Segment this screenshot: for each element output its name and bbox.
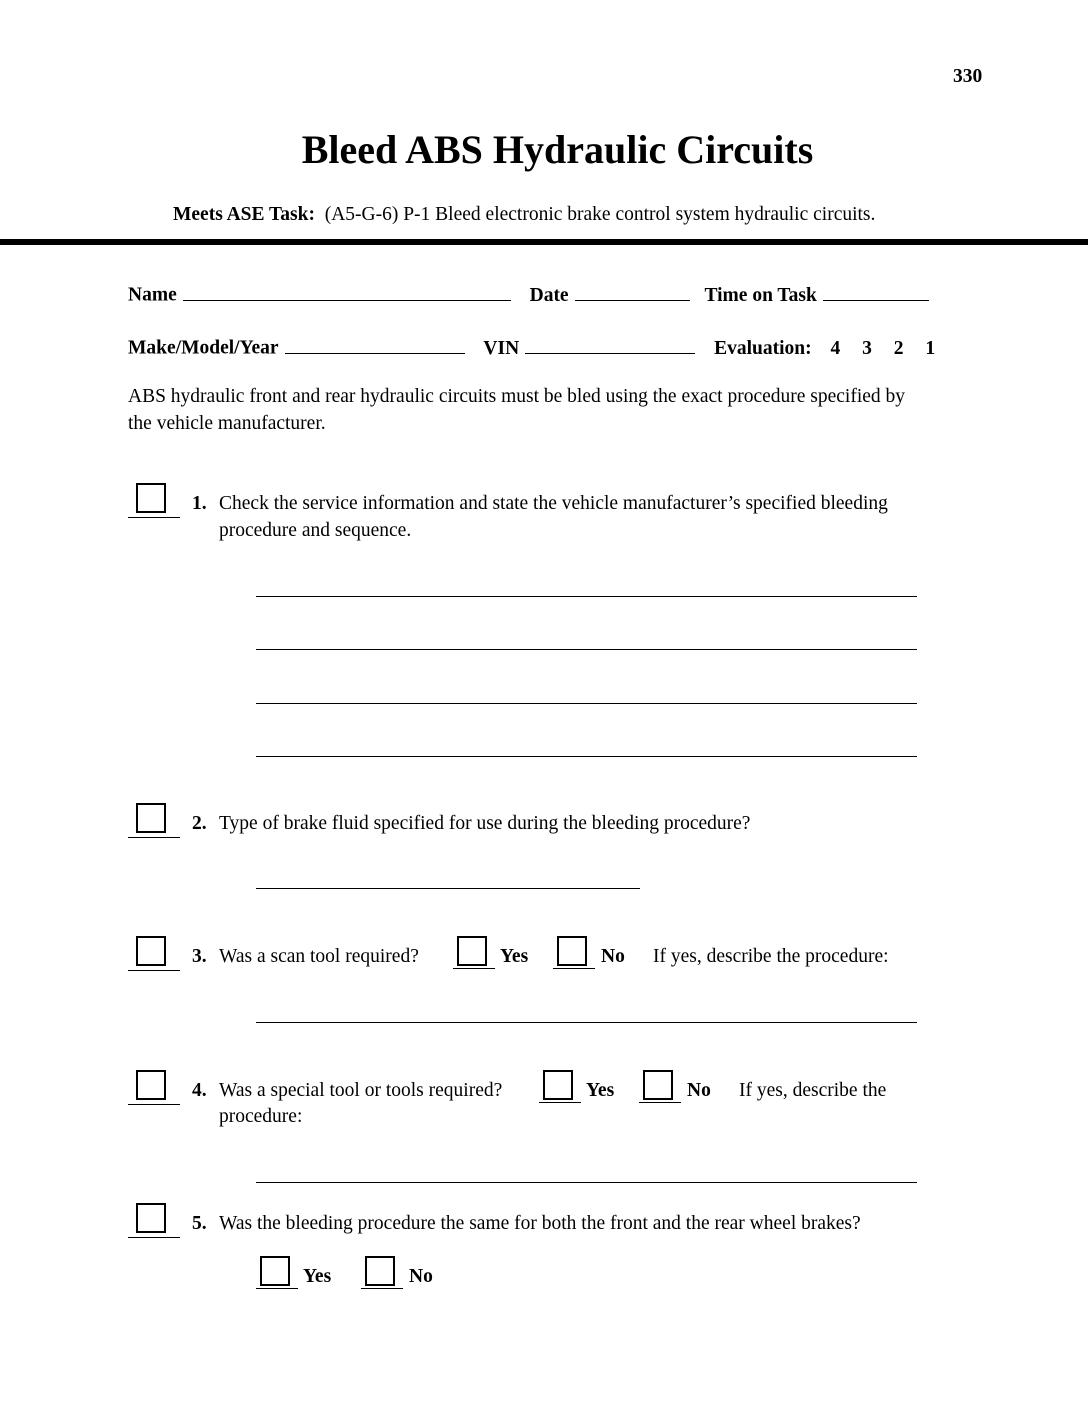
item-1-checkbox[interactable]	[128, 481, 180, 518]
item-4-no-checkbox[interactable]	[639, 1068, 681, 1103]
no-label: No	[601, 946, 625, 967]
answer-line[interactable]	[256, 756, 917, 757]
item-text: Was a special tool or tools required?	[219, 1080, 503, 1101]
vin-label: VIN	[483, 337, 520, 359]
item-text: procedure and sequence.	[219, 520, 412, 541]
page-number: 330	[953, 66, 983, 87]
page-title: Bleed ABS Hydraulic Circuits	[301, 127, 814, 172]
item-3-checkbox[interactable]	[128, 934, 180, 971]
score-3[interactable]: 3	[862, 337, 872, 359]
item-text: Type of brake fluid specified for use during the bleeding procedure?	[219, 813, 751, 834]
no-label: No	[409, 1266, 433, 1287]
yes-label: Yes	[303, 1266, 332, 1287]
answer-line[interactable]	[256, 888, 640, 889]
item-text: Was a scan tool required?	[219, 946, 419, 967]
answer-line[interactable]	[256, 596, 917, 597]
item-5-checkbox[interactable]	[128, 1201, 180, 1238]
item-4-checkbox[interactable]	[128, 1068, 180, 1105]
item-number: 5.	[192, 1213, 207, 1234]
name-label: Name	[128, 284, 177, 306]
item-4-yes-checkbox[interactable]	[539, 1068, 581, 1103]
ase-text: (A5-G-6) P-1 Bleed electronic brake control system hydraulic circuits.	[324, 204, 876, 225]
item-number: 1.	[192, 493, 207, 514]
answer-line[interactable]	[256, 1182, 917, 1183]
name-row	[128, 280, 929, 307]
time-field[interactable]	[823, 280, 929, 301]
date-label: Date	[529, 284, 569, 306]
ase-task	[173, 204, 875, 226]
item-number: 2.	[192, 813, 207, 834]
item-text: If yes, describe the	[739, 1080, 887, 1101]
item-text: procedure:	[219, 1106, 303, 1127]
item-text: Check the service information and state the vehicle manufacturer’s specified bleeding	[219, 493, 888, 514]
vin-field[interactable]	[525, 333, 695, 354]
divider	[0, 239, 1088, 245]
yes-label: Yes	[586, 1080, 615, 1101]
answer-line[interactable]	[256, 649, 917, 650]
item-number: 3.	[192, 946, 207, 967]
name-field[interactable]	[183, 280, 511, 301]
yes-label: Yes	[500, 946, 529, 967]
vehicle-row	[128, 333, 935, 360]
item-text: Was the bleeding procedure the same for both the front and the rear wheel brakes?	[219, 1213, 861, 1234]
date-field[interactable]	[575, 280, 690, 301]
item-5-yes-checkbox[interactable]	[256, 1254, 298, 1289]
make-label: Make/Model/Year	[128, 337, 279, 359]
answer-line[interactable]	[256, 703, 917, 704]
score-2[interactable]: 2	[893, 337, 904, 359]
time-label: Time on Task	[704, 284, 817, 306]
intro-line: ABS hydraulic front and rear hydraulic circuits must be bled using the exact procedure specified by	[128, 386, 906, 407]
item-3-yes-checkbox[interactable]	[453, 934, 495, 969]
no-label: No	[687, 1080, 711, 1101]
intro-line: the vehicle manufacturer.	[128, 413, 326, 434]
ase-label: Meets ASE Task:	[173, 204, 315, 225]
answer-line[interactable]	[256, 1022, 917, 1023]
score-1[interactable]: 1	[925, 337, 936, 359]
item-text: If yes, describe the procedure:	[653, 946, 889, 967]
evaluation-label: Evaluation:	[714, 337, 812, 359]
item-5-no-checkbox[interactable]	[361, 1254, 403, 1289]
item-number: 4.	[192, 1080, 207, 1101]
item-2-checkbox[interactable]	[128, 801, 180, 838]
make-field[interactable]	[285, 333, 465, 354]
score-4[interactable]: 4	[830, 337, 841, 359]
item-3-no-checkbox[interactable]	[553, 934, 595, 969]
